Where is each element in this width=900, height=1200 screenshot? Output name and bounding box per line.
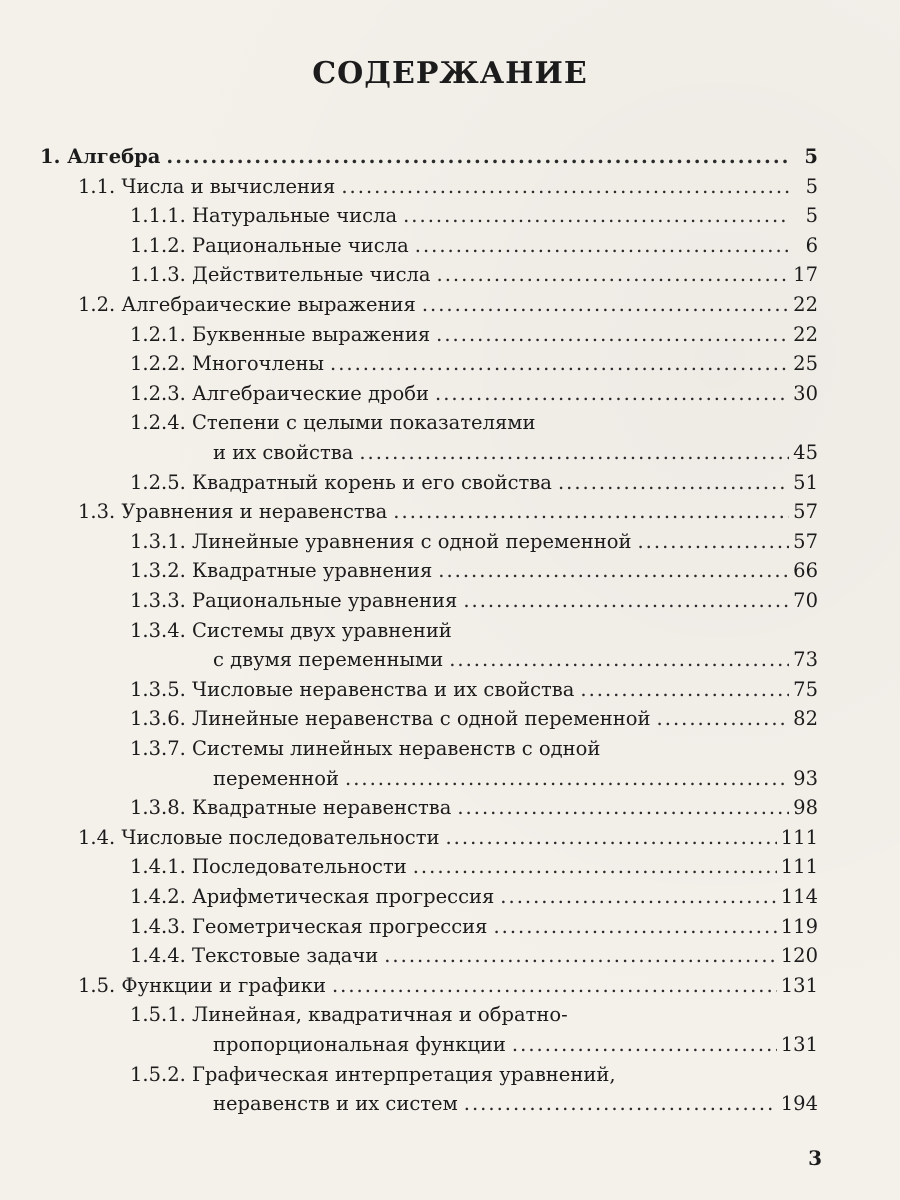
toc-entry-label: 1.4.4. Текстовые задачи <box>130 944 379 968</box>
toc-page-number: 17 <box>793 263 818 287</box>
toc-entry-label: 1.2.3. Алгебраические дроби <box>130 381 430 405</box>
dot-leader <box>384 941 777 971</box>
toc-entry-label: 1.5.2. Графическая интерпретация уравнений, <box>130 1062 616 1086</box>
dot-leader <box>437 260 790 290</box>
toc-entry <box>130 379 818 409</box>
toc-entry-label: 1.2. Алгебраические выражения <box>78 293 416 316</box>
toc-entry <box>130 882 818 912</box>
dot-leader <box>449 645 789 675</box>
toc-entry-label: 1.4. Числовые последовательности <box>78 825 440 849</box>
toc-page-number: 5 <box>805 204 818 228</box>
dot-leader <box>457 793 789 823</box>
dot-leader <box>493 912 776 942</box>
toc-entry <box>213 645 818 675</box>
dot-leader <box>438 556 789 586</box>
dot-leader <box>657 704 790 734</box>
toc-entry-continuation: переменной <box>213 766 339 790</box>
toc-page-number: 57 <box>793 500 818 524</box>
toc-entry-label: 1.2.5. Квадратный корень и его свойства <box>130 470 552 494</box>
toc-entry-label: 1.3.1. Линейные уравнения с одной переменной <box>130 529 632 553</box>
toc-entry <box>130 675 818 705</box>
toc-page-number: 111 <box>780 855 818 879</box>
toc-page-number: 114 <box>780 885 818 908</box>
toc-page-number: 22 <box>793 322 818 346</box>
toc-entry <box>130 260 818 290</box>
toc-entry-label: 1.4.2. Арифметическая прогрессия <box>130 885 495 908</box>
toc-page-number: 30 <box>793 381 818 405</box>
dot-leader <box>393 497 789 527</box>
toc-entry-continuation: и их свойства <box>213 441 354 464</box>
toc-page-number: 5 <box>805 174 818 198</box>
dot-leader <box>341 172 790 202</box>
toc-page-number: 131 <box>780 973 818 997</box>
toc-entry-label: 1.4.3. Геометрическая прогрессия <box>130 914 488 938</box>
toc-entry-label: 1.2.2. Многочлены <box>130 352 325 376</box>
dot-leader <box>637 527 789 557</box>
toc-entry-continuation: с двумя переменными <box>213 648 444 672</box>
page-number: 3 <box>808 1146 822 1170</box>
toc-page-number: 75 <box>793 677 818 701</box>
toc-entry <box>130 793 818 823</box>
dot-leader <box>512 1030 777 1060</box>
toc-entry <box>213 1030 818 1060</box>
toc-page-number: 45 <box>793 441 818 464</box>
toc-page-number: 73 <box>793 648 818 672</box>
dot-leader <box>330 349 789 379</box>
toc-entry <box>130 704 818 734</box>
toc-entry <box>213 438 818 468</box>
toc-page-number: 98 <box>793 796 818 820</box>
toc-page-number: 25 <box>793 352 818 376</box>
toc-entry-label: 1.1. Числа и вычисления <box>78 174 336 198</box>
toc-entry <box>78 971 818 1001</box>
dot-leader <box>403 201 790 231</box>
toc-entry <box>78 172 818 202</box>
toc-entry-label: 1.4.1. Последовательности <box>130 855 407 879</box>
toc-entry-label: 1.5. Функции и графики <box>78 973 326 997</box>
toc-entry-label: 1.3.8. Квадратные неравенства <box>130 796 452 820</box>
dot-leader <box>422 290 789 320</box>
toc-entry-label: 1.3.3. Рациональные уравнения <box>130 589 458 612</box>
toc-entry <box>130 586 818 616</box>
toc-entry-label: 1.3.2. Квадратные уравнения <box>130 559 433 583</box>
toc-page-number: 111 <box>780 825 818 849</box>
toc-entry-label: 1.3.5. Числовые неравенства и их свойства <box>130 677 575 701</box>
dot-leader <box>463 586 789 616</box>
dot-leader <box>558 468 789 498</box>
toc-entry-label: 1.1.1. Натуральные числа <box>130 204 398 228</box>
toc-entry <box>213 1089 818 1119</box>
toc-entry <box>130 556 818 586</box>
dot-leader <box>332 971 777 1001</box>
toc-entry-label: 1.1.3. Действительные числа <box>130 263 431 287</box>
toc-entry-label: 1.3.6. Линейные неравенства с одной переменной <box>130 707 651 731</box>
dot-leader <box>445 823 776 853</box>
toc-entry-continuation: неравенств и их систем <box>213 1092 458 1116</box>
toc-page-number: 5 <box>804 145 818 168</box>
toc-page-number: 51 <box>793 470 818 494</box>
toc-entry-label: 1.3.7. Системы линейных неравенств с одной <box>130 737 601 760</box>
page-title: СОДЕРЖАНИЕ <box>312 56 588 91</box>
dot-leader <box>166 142 790 172</box>
toc-entry <box>40 142 818 172</box>
dot-leader <box>580 675 789 705</box>
toc-page-number: 119 <box>780 914 818 938</box>
dot-leader <box>435 379 789 409</box>
toc-entry <box>78 823 818 853</box>
toc-entry <box>130 231 818 261</box>
toc-entry <box>78 290 818 320</box>
toc-entry-label: 1.5.1. Линейная, квадратичная и обратно- <box>130 1003 568 1027</box>
toc-entry-label: 1.3. Уравнения и неравенства <box>78 500 388 524</box>
dot-leader <box>500 882 776 912</box>
toc-entry-label: 1. Алгебра <box>40 145 161 168</box>
dot-leader <box>464 1089 777 1119</box>
toc-entry <box>213 764 818 794</box>
toc-page-number: 66 <box>793 559 818 583</box>
toc-page-number: 120 <box>780 944 818 968</box>
toc-entry <box>130 912 818 942</box>
dot-leader <box>413 852 777 882</box>
toc-entry-label: 1.2.1. Буквенные выражения <box>130 322 431 346</box>
toc-page-number: 6 <box>805 233 818 257</box>
toc-page-number: 22 <box>793 293 818 316</box>
toc-entry <box>130 468 818 498</box>
toc-entry <box>130 941 818 971</box>
toc-page-number: 82 <box>793 707 818 731</box>
dot-leader <box>345 764 789 794</box>
toc-entry-label: 1.3.4. Системы двух уравнений <box>130 618 452 642</box>
toc-page-number: 194 <box>780 1092 818 1116</box>
toc-entry <box>78 497 818 527</box>
toc-entry-label: 1.1.2. Рациональные числа <box>130 233 409 257</box>
toc-entry <box>130 852 818 882</box>
dot-leader <box>436 320 789 350</box>
toc-entry <box>130 349 818 379</box>
toc-entry-continuation: пропорциональная функции <box>213 1033 506 1056</box>
toc-entry <box>130 527 818 557</box>
dot-leader <box>359 438 789 468</box>
toc-entry <box>130 201 818 231</box>
dot-leader <box>415 231 790 261</box>
toc-page-number: 131 <box>780 1033 818 1056</box>
toc-entry <box>130 320 818 350</box>
toc-page-number: 57 <box>793 529 818 553</box>
toc-page-number: 70 <box>793 589 818 612</box>
toc-entry-label: 1.2.4. Степени с целыми показателями <box>130 411 536 435</box>
toc-page-number: 93 <box>793 766 818 790</box>
